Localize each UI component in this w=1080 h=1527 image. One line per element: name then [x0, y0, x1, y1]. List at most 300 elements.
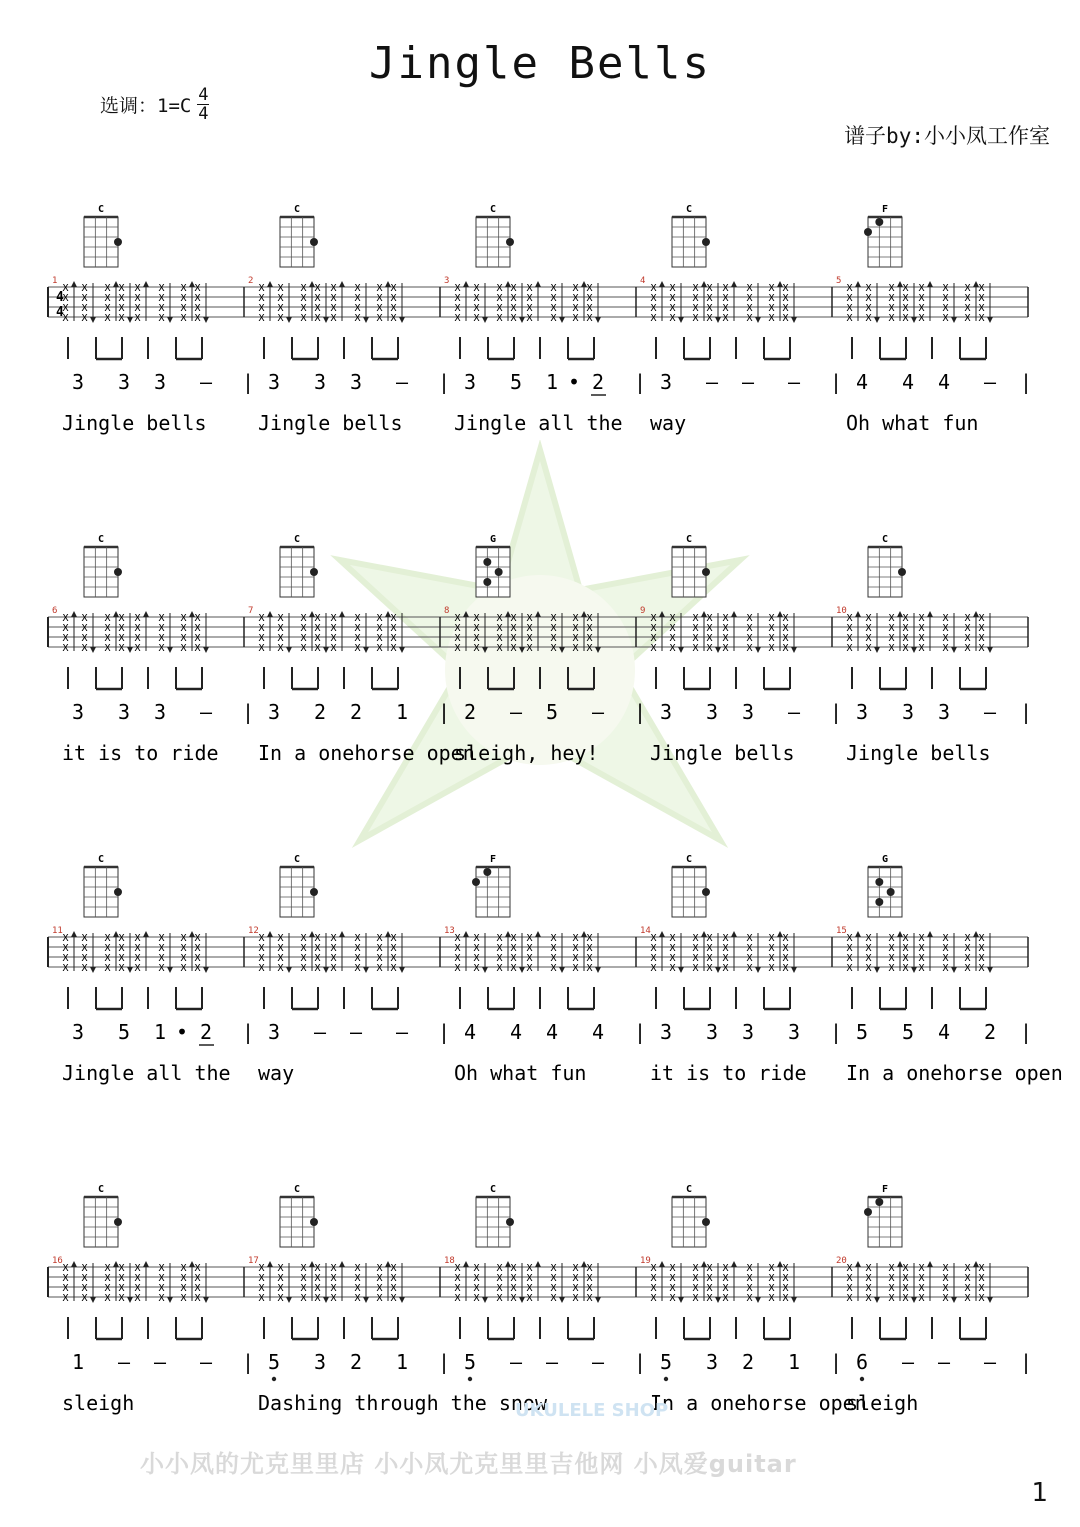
strum-x: X [978, 1293, 985, 1304]
chord-name: C [881, 534, 889, 545]
strum-x: X [300, 633, 307, 644]
strum-x: X [692, 1263, 699, 1274]
strum-x: X [277, 623, 284, 634]
note-dash: – [937, 1350, 951, 1374]
measure-separator: | [1020, 370, 1033, 394]
strum-x: X [314, 1273, 321, 1284]
strum-x: X [572, 943, 579, 954]
strum-x: X [158, 1293, 165, 1304]
jianpu-note: 3 [117, 700, 131, 724]
strum-x: X [846, 293, 853, 304]
measure-number: 12 [248, 926, 259, 936]
strum-x: X [722, 943, 729, 954]
strum-x: X [964, 613, 971, 624]
strum-x: X [134, 953, 141, 964]
strum-x: X [496, 1293, 503, 1304]
strum-x: X [104, 943, 111, 954]
strum-x: X [902, 613, 909, 624]
strum-x: X [180, 283, 187, 294]
measure [52, 1184, 254, 1415]
strum-x: X [104, 933, 111, 944]
strum-x: X [258, 933, 265, 944]
strum-x: X [390, 633, 397, 644]
strum-x: X [706, 933, 713, 944]
strum-x: X [277, 303, 284, 314]
measure [248, 854, 450, 1085]
strum-x: X [942, 643, 949, 654]
strum-x: X [669, 933, 676, 944]
strum-x: X [572, 1263, 579, 1274]
strum-x: X [782, 643, 789, 654]
jianpu-note: 3 [901, 700, 915, 724]
strum-x: X [376, 1273, 383, 1284]
jianpu-note: 3 [71, 700, 85, 724]
strum-x: X [158, 613, 165, 624]
strum-x: X [496, 1283, 503, 1294]
strum-x: X [586, 1283, 593, 1294]
jianpu-note: 5 [117, 1020, 131, 1044]
strum-x: X [354, 1283, 361, 1294]
measure-separator: | [242, 370, 255, 394]
strum-x: X [194, 1283, 201, 1294]
strum-x: X [846, 1263, 853, 1274]
strum-x: X [586, 283, 593, 294]
strum-x: X [650, 1283, 657, 1294]
strum-x: X [330, 643, 337, 654]
strum-x: X [376, 613, 383, 624]
strum-x: X [134, 943, 141, 954]
strum-x: X [376, 943, 383, 954]
chord-name: C [97, 1184, 105, 1195]
strum-x: X [277, 953, 284, 964]
strum-x: X [550, 633, 557, 644]
strum-x: X [888, 943, 895, 954]
strum-x: X [180, 313, 187, 324]
strum-x: X [888, 313, 895, 324]
jianpu-note: 3 [153, 700, 167, 724]
strum-x: X [572, 1273, 579, 1284]
finger-dot [506, 1218, 514, 1226]
strum-x: X [722, 643, 729, 654]
measure-separator: | [438, 700, 451, 724]
strum-x: X [669, 303, 676, 314]
strum-x: X [586, 313, 593, 324]
note-dash: – [153, 1350, 167, 1374]
strum-x: X [510, 933, 517, 944]
strum-x: X [942, 1283, 949, 1294]
strum-x: X [865, 1273, 872, 1284]
note-dash: – [787, 370, 801, 394]
strum-x: X [510, 303, 517, 314]
note-dash: – [349, 1020, 363, 1044]
strum-x: X [888, 1273, 895, 1284]
strum-x: X [158, 943, 165, 954]
finger-dot [702, 238, 710, 246]
jianpu-note: 5 [267, 1350, 281, 1374]
strum-x: X [376, 963, 383, 974]
strum-x: X [473, 303, 480, 314]
strum-x: X [62, 633, 69, 644]
strum-x: X [865, 623, 872, 634]
finger-dot [506, 238, 514, 246]
strum-x: X [330, 1293, 337, 1304]
strum-x: X [81, 1263, 88, 1274]
finger-dot [114, 888, 122, 896]
strum-x: X [978, 283, 985, 294]
strum-x: X [158, 1283, 165, 1294]
strum-x: X [722, 1263, 729, 1274]
strum-x: X [158, 633, 165, 644]
lyric: Dashing through the snow [258, 1391, 547, 1415]
jianpu-note: 1 [71, 1350, 85, 1374]
measure [836, 1184, 1028, 1415]
strum-x: X [194, 633, 201, 644]
chord-name: C [293, 854, 301, 865]
strum-x: X [865, 1263, 872, 1274]
strum-x: X [706, 963, 713, 974]
strum-x: X [277, 1263, 284, 1274]
strum-x: X [104, 613, 111, 624]
chord-name: G [489, 534, 497, 545]
strum-x: X [978, 953, 985, 964]
strum-x: X [942, 943, 949, 954]
measure [52, 854, 254, 1085]
strum-x: X [782, 1283, 789, 1294]
page-number: 1 [1031, 1478, 1048, 1508]
chord-diagram-C [84, 1184, 122, 1247]
strum-x: X [118, 613, 125, 624]
lyric: it is to ride [62, 741, 219, 765]
strum-x: X [942, 933, 949, 944]
note-dash: – [901, 1350, 915, 1374]
strum-x: X [572, 623, 579, 634]
strum-x: X [454, 293, 461, 304]
strum-x: X [526, 283, 533, 294]
strum-x: X [134, 303, 141, 314]
strum-x: X [158, 1273, 165, 1284]
strum-x: X [978, 293, 985, 304]
strum-x: X [978, 613, 985, 624]
strum-x: X [134, 933, 141, 944]
jianpu-note: 6 [855, 1350, 869, 1374]
finger-dot [898, 568, 906, 576]
strum-x: X [277, 1283, 284, 1294]
strum-x: X [692, 633, 699, 644]
strum-x: X [902, 623, 909, 634]
strum-x: X [650, 643, 657, 654]
strum-x: X [650, 1263, 657, 1274]
strum-x: X [706, 293, 713, 304]
strum-x: X [376, 313, 383, 324]
measure-separator: | [438, 370, 451, 394]
strum-x: X [510, 633, 517, 644]
strum-x: X [768, 963, 775, 974]
jianpu-note: 3 [937, 700, 951, 724]
strum-x: X [300, 943, 307, 954]
strum-x: X [158, 623, 165, 634]
measure-number: 17 [248, 1256, 259, 1266]
strum-x: X [62, 643, 69, 654]
strum-x: X [454, 643, 461, 654]
strum-x: X [300, 293, 307, 304]
strum-x: X [722, 1273, 729, 1284]
jianpu-note: 4 [509, 1020, 523, 1044]
strum-x: X [314, 293, 321, 304]
strum-x: X [62, 933, 69, 944]
strum-x: X [964, 933, 971, 944]
strum-x: X [81, 313, 88, 324]
strum-x: X [782, 623, 789, 634]
strum-x: X [650, 283, 657, 294]
strum-x: X [918, 623, 925, 634]
note-dash: – [395, 370, 409, 394]
strum-x: X [81, 1273, 88, 1284]
strum-x: X [978, 633, 985, 644]
chord-name: C [293, 204, 301, 215]
strum-x: X [650, 953, 657, 964]
jianpu-note: 3 [659, 1020, 673, 1044]
strum-x: X [846, 313, 853, 324]
strum-x: X [692, 963, 699, 974]
strum-x: X [550, 613, 557, 624]
strum-x: X [722, 953, 729, 964]
jianpu-note: 5 [659, 1350, 673, 1374]
strum-x: X [496, 943, 503, 954]
strum-x: X [586, 1273, 593, 1284]
strum-x: X [300, 933, 307, 944]
strum-x: X [390, 1293, 397, 1304]
strum-x: X [62, 1263, 69, 1274]
note-dash: – [983, 700, 997, 724]
strum-x: X [118, 1293, 125, 1304]
jianpu-note: 2 [349, 1350, 363, 1374]
strum-x: X [550, 283, 557, 294]
jianpu-note: 3 [741, 700, 755, 724]
jianpu-note: 3 [855, 700, 869, 724]
strum-x: X [158, 643, 165, 654]
strum-x: X [865, 953, 872, 964]
strum-x: X [650, 293, 657, 304]
chord-diagram-C [84, 854, 122, 917]
measure-separator: | [634, 1020, 647, 1044]
strum-x: X [158, 963, 165, 974]
jianpu-note: 4 [463, 1020, 477, 1044]
strum-x: X [865, 283, 872, 294]
measure-number: 3 [444, 276, 450, 286]
strum-x: X [390, 283, 397, 294]
strum-x: X [277, 283, 284, 294]
strum-x: X [650, 1273, 657, 1284]
strum-x: X [865, 293, 872, 304]
strum-x: X [314, 313, 321, 324]
strum-x: X [300, 1263, 307, 1274]
strum-x: X [669, 1283, 676, 1294]
strum-x: X [330, 1283, 337, 1294]
strum-x: X [376, 303, 383, 314]
jianpu-note: 2 [463, 700, 477, 724]
strum-x: X [706, 303, 713, 314]
strum-x: X [354, 623, 361, 634]
strum-x: X [354, 963, 361, 974]
note-dash: – [509, 700, 523, 724]
strum-x: X [258, 623, 265, 634]
strum-x: X [258, 283, 265, 294]
strum-x: X [354, 613, 361, 624]
chord-name: F [881, 204, 889, 215]
strum-x: X [669, 1263, 676, 1274]
strum-x: X [277, 633, 284, 644]
strum-x: X [376, 933, 383, 944]
tab-system [0, 195, 1080, 435]
strum-x: X [104, 313, 111, 324]
chord-diagram-G [476, 534, 510, 597]
strum-x: X [330, 313, 337, 324]
strum-x: X [81, 933, 88, 944]
strum-x: X [526, 623, 533, 634]
strum-x: X [314, 633, 321, 644]
strum-x: X [918, 303, 925, 314]
strum-x: X [526, 293, 533, 304]
strum-x: X [376, 953, 383, 964]
strum-x: X [118, 1283, 125, 1294]
strum-x: X [330, 633, 337, 644]
strum-x: X [473, 283, 480, 294]
strum-x: X [650, 303, 657, 314]
strum-x: X [782, 963, 789, 974]
strum-x: X [194, 1293, 201, 1304]
finger-dot [114, 568, 122, 576]
strum-x: X [942, 283, 949, 294]
measure-separator: | [830, 1020, 843, 1044]
strum-x: X [258, 313, 265, 324]
strum-x: X [62, 303, 69, 314]
strum-x: X [134, 1273, 141, 1284]
strum-x: X [454, 1273, 461, 1284]
measure-separator: | [830, 700, 843, 724]
jianpu-note: 3 [705, 1020, 719, 1044]
chord-diagram-F [864, 204, 902, 267]
strum-x: X [964, 1283, 971, 1294]
strum-x: X [572, 293, 579, 304]
strum-x: X [390, 963, 397, 974]
strum-x: X [180, 613, 187, 624]
strum-x: X [888, 1283, 895, 1294]
strum-x: X [768, 303, 775, 314]
strum-x: X [390, 953, 397, 964]
measure-separator: | [242, 700, 255, 724]
lyric: In a onehorse open [846, 1061, 1063, 1085]
strum-x: X [376, 643, 383, 654]
strum-x: X [722, 933, 729, 944]
strum-x: X [692, 933, 699, 944]
shop-watermark: UKULELE SHOP [515, 1400, 669, 1421]
measure-separator: | [634, 370, 647, 394]
strum-x: X [768, 293, 775, 304]
strum-x: X [454, 953, 461, 964]
strum-x: X [572, 953, 579, 964]
strum-x: X [669, 623, 676, 634]
chord-name: F [489, 854, 497, 865]
strum-x: X [782, 1263, 789, 1274]
strum-x: X [888, 953, 895, 964]
strum-x: X [865, 313, 872, 324]
strum-x: X [918, 293, 925, 304]
jianpu-note: 2 [591, 370, 605, 394]
strum-x: X [918, 943, 925, 954]
strum-x: X [496, 1263, 503, 1274]
strum-x: X [354, 933, 361, 944]
strum-x: X [746, 623, 753, 634]
strum-x: X [134, 613, 141, 624]
lyric: Jingle bells [62, 411, 207, 435]
strum-x: X [496, 313, 503, 324]
strum-x: X [104, 643, 111, 654]
strum-x: X [586, 613, 593, 624]
strum-x: X [118, 303, 125, 314]
strum-x: X [194, 1273, 201, 1284]
strum-x: X [194, 613, 201, 624]
jianpu-note: 4 [901, 370, 915, 394]
strum-x: X [314, 1283, 321, 1294]
measure-separator: | [242, 1020, 255, 1044]
strum-x: X [134, 963, 141, 974]
strum-x: X [586, 953, 593, 964]
measure-number: 10 [836, 606, 847, 616]
strum-x: X [918, 963, 925, 974]
strum-x: X [978, 1273, 985, 1284]
measure-separator: | [634, 1350, 647, 1374]
finger-dot [702, 888, 710, 896]
strum-x: X [746, 1283, 753, 1294]
strum-x: X [918, 953, 925, 964]
strum-x: X [194, 283, 201, 294]
strum-x: X [978, 313, 985, 324]
strum-x: X [330, 623, 337, 634]
strum-x: X [473, 643, 480, 654]
chord-name: C [97, 204, 105, 215]
strum-x: X [722, 963, 729, 974]
tab-time-top: 4 [56, 290, 64, 305]
strum-x: X [104, 953, 111, 964]
strum-x: X [330, 963, 337, 974]
strum-x: X [692, 1293, 699, 1304]
strum-x: X [722, 613, 729, 624]
lyric: Jingle bells [258, 411, 403, 435]
chord-name: F [881, 1184, 889, 1195]
finger-dot [887, 888, 895, 896]
strum-x: X [62, 1273, 69, 1284]
strum-x: X [496, 633, 503, 644]
strum-x: X [510, 313, 517, 324]
jianpu-note: 3 [313, 1350, 327, 1374]
strum-x: X [942, 633, 949, 644]
strum-x: X [669, 943, 676, 954]
strum-x: X [768, 1283, 775, 1294]
strum-x: X [650, 633, 657, 644]
strum-x: X [81, 1293, 88, 1304]
strum-x: X [376, 283, 383, 294]
strum-x: X [846, 963, 853, 974]
strum-x: X [650, 963, 657, 974]
strum-x: X [918, 643, 925, 654]
finger-dot [114, 238, 122, 246]
measure-number: 9 [640, 606, 646, 616]
strum-x: X [510, 643, 517, 654]
strum-x: X [918, 283, 925, 294]
note-dash: – [983, 370, 997, 394]
strum-x: X [473, 313, 480, 324]
strum-x: X [300, 953, 307, 964]
